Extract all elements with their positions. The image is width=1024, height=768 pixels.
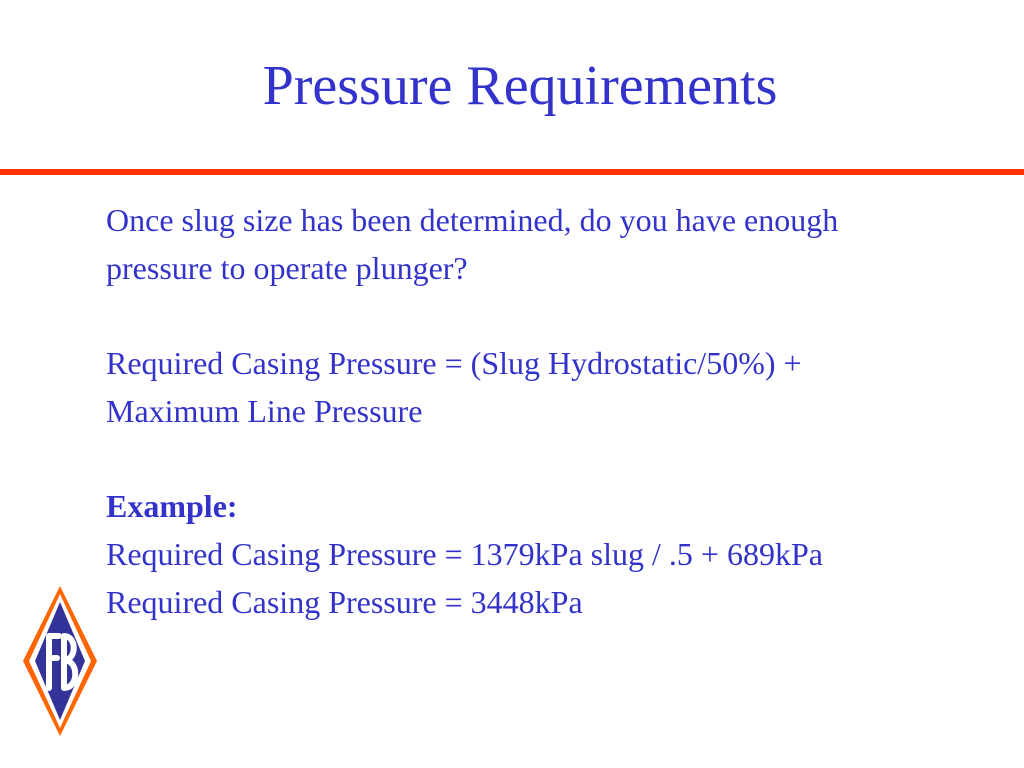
example-line-1: Required Casing Pressure = 1379kPa slug / .5 + 689kPa: [106, 536, 823, 572]
formula-line-2: Maximum Line Pressure: [106, 393, 423, 429]
formula-line-1: Required Casing Pressure = (Slug Hydrostatic/50%) +: [106, 345, 802, 381]
title-divider: [0, 169, 1024, 175]
intro-line-2: pressure to operate plunger?: [106, 250, 468, 286]
slide-body: [106, 196, 1020, 626]
slide-title: Pressure Requirements: [262, 55, 778, 117]
example-label: Example:: [106, 488, 238, 524]
intro-line-1: Once slug size has been determined, do you have enough: [106, 202, 839, 238]
paragraph-gap: [106, 292, 1020, 339]
diamond-monogram-logo-icon: [21, 584, 99, 738]
logo-core-diamond: [35, 602, 85, 720]
paragraph-gap: [106, 435, 1020, 482]
example-line-2: Required Casing Pressure = 3448kPa: [106, 584, 583, 620]
